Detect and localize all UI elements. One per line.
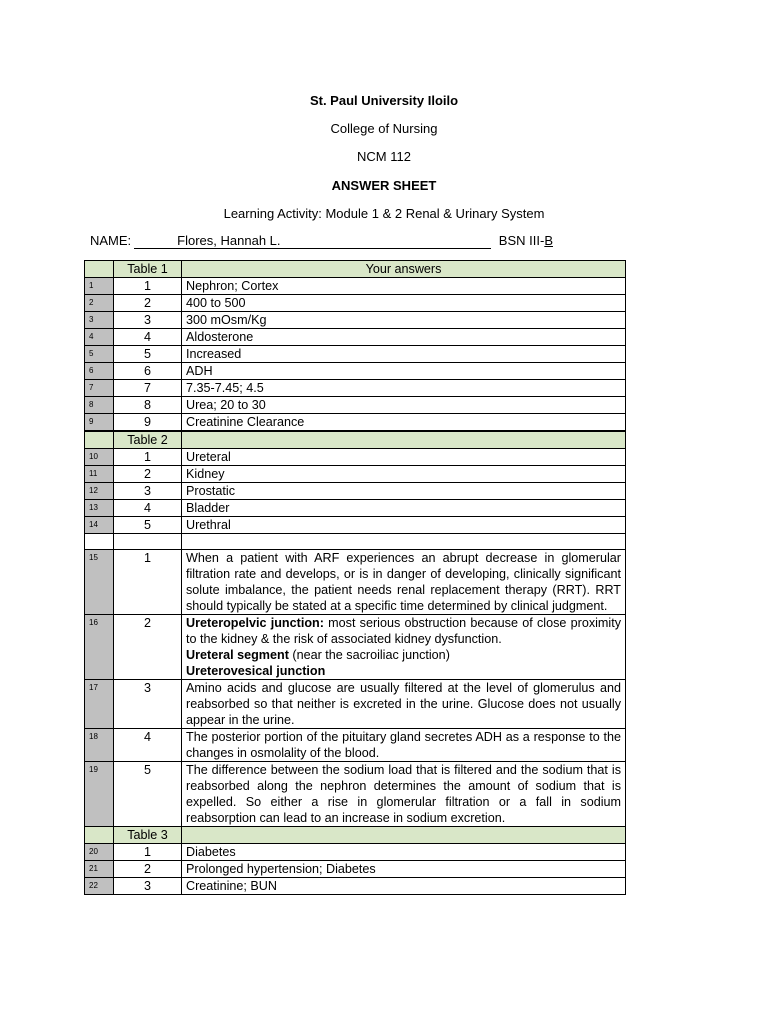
essay-row [85, 680, 626, 729]
item-number: 1 [114, 550, 182, 615]
item-number: 2 [114, 861, 182, 878]
answer-text: (near the sacroiliac junction) [288, 648, 450, 662]
row-number-cell [85, 261, 114, 278]
table-row [85, 295, 626, 312]
row-number: 9 [85, 414, 114, 432]
row-number: 16 [85, 615, 114, 680]
table-row [85, 861, 626, 878]
item-number: 4 [114, 500, 182, 517]
item-number: 9 [114, 414, 182, 432]
answer-cell: Urethral [182, 517, 626, 534]
answer-cell: Aldosterone [182, 329, 626, 346]
answer-cell: Kidney [182, 466, 626, 483]
table-row [85, 500, 626, 517]
row-number-cell [85, 827, 114, 844]
table-row [85, 517, 626, 534]
row-number: 21 [85, 861, 114, 878]
activity-title: Learning Activity: Module 1 & 2 Renal & Urinary System [223, 206, 545, 221]
answer-cell: 300 mOsm/Kg [182, 312, 626, 329]
answer-cell: 7.35-7.45; 4.5 [182, 380, 626, 397]
row-number-cell [85, 534, 114, 550]
item-number: 2 [114, 466, 182, 483]
answers-header: Your answers [182, 261, 626, 278]
table-row [85, 312, 626, 329]
table-row [85, 466, 626, 483]
essay-row [85, 615, 626, 680]
answer-cell: Urea; 20 to 30 [182, 397, 626, 414]
row-number: 8 [85, 397, 114, 414]
answer-cell: Creatinine Clearance [182, 414, 626, 432]
row-number: 13 [85, 500, 114, 517]
table-row [85, 397, 626, 414]
answer-cell [182, 615, 626, 680]
answer-cell: When a patient with ARF experiences an abrupt decrease in glomerular filtration rate and develops, or is in danger of developing, clinically significant solute imbalance, the patient needs renal replacement therapy (RRT). RRT should typically be stated at a specific time determined by clinical judgment. [182, 550, 626, 615]
table-row [85, 878, 626, 895]
answer-cell: Bladder [182, 500, 626, 517]
item-number: 3 [114, 680, 182, 729]
section-blank-cell [182, 827, 626, 844]
row-number: 22 [85, 878, 114, 895]
table-row [85, 363, 626, 380]
item-number: 1 [114, 844, 182, 861]
table1-label: Table 1 [114, 261, 182, 278]
row-number: 1 [85, 278, 114, 295]
student-info [90, 233, 690, 249]
answer-bold-term: Ureteropelvic junction: [186, 616, 324, 630]
row-number: 3 [85, 312, 114, 329]
item-number: 4 [114, 729, 182, 762]
answer-cell: Amino acids and glucose are usually filtered at the level of glomerulus and reabsorbed so that neither is excreted in the urine. Glucose does not usually appear in the urine. [182, 680, 626, 729]
answer-bold-term: Ureterovesical junction [186, 664, 326, 678]
table3-header-row [85, 827, 626, 844]
item-number: 5 [114, 517, 182, 534]
item-number: 2 [114, 615, 182, 680]
table3-header-label: Table 3 [114, 827, 182, 844]
row-number: 11 [85, 466, 114, 483]
table2-header-row [85, 431, 626, 449]
answer-cell: Prostatic [182, 483, 626, 500]
item-number: 1 [114, 278, 182, 295]
row-number-cell [85, 431, 114, 449]
answer-cell: Creatinine; BUN [182, 878, 626, 895]
row-number: 6 [85, 363, 114, 380]
item-number: 3 [114, 483, 182, 500]
table-row [85, 483, 626, 500]
empty-row [85, 534, 626, 550]
table-row [85, 329, 626, 346]
answer-cell: Ureteral [182, 449, 626, 466]
table-row [85, 449, 626, 466]
item-number: 4 [114, 329, 182, 346]
sheet-title: ANSWER SHEET [331, 178, 437, 193]
item-number: 3 [114, 312, 182, 329]
item-number: 5 [114, 762, 182, 827]
answer-cell: Diabetes [182, 844, 626, 861]
essay-row [85, 550, 626, 615]
table-row [85, 844, 626, 861]
section-blank-cell [182, 431, 626, 449]
item-number: 1 [114, 449, 182, 466]
essay-row [85, 762, 626, 827]
answer-bold-term: Ureteral segment [186, 648, 289, 662]
answer-cell: Nephron; Cortex [182, 278, 626, 295]
item-number: 6 [114, 363, 182, 380]
item-number: 5 [114, 346, 182, 363]
table-row [85, 346, 626, 363]
row-number: 18 [85, 729, 114, 762]
row-number: 19 [85, 762, 114, 827]
answer-cell: Prolonged hypertension; Diabetes [182, 861, 626, 878]
college-name: College of Nursing [330, 121, 438, 136]
row-number: 4 [85, 329, 114, 346]
row-number: 2 [85, 295, 114, 312]
table-row [85, 278, 626, 295]
answer-text: most serious obstruction because of close proximity to the kidney & the risk of associated kidney dysfunction. [186, 616, 621, 646]
row-number: 17 [85, 680, 114, 729]
table1-header-row [85, 261, 626, 278]
row-number: 7 [85, 380, 114, 397]
row-number: 15 [85, 550, 114, 615]
answer-cell [182, 534, 626, 550]
section-label: BSN III- [498, 233, 545, 248]
section-value: B [544, 233, 553, 248]
essay-row [85, 729, 626, 762]
row-number: 12 [85, 483, 114, 500]
row-number: 5 [85, 346, 114, 363]
answer-cell: The difference between the sodium load that is filtered and the sodium that is reabsorbed along the nephron determines the amount of sodium that is expelled. So either a rise in glomerular filtration or a fall in sodium reabsorption can lead to an increase in sodium excretion. [182, 762, 626, 827]
answer-cell: Increased [182, 346, 626, 363]
item-number-cell [114, 534, 182, 550]
name-field: Flores, Hannah L. [134, 233, 491, 249]
name-label: NAME: [90, 233, 132, 248]
row-number: 10 [85, 449, 114, 466]
answer-cell: ADH [182, 363, 626, 380]
answer-cell: The posterior portion of the pituitary gland secretes ADH as a response to the changes in osmolality of the blood. [182, 729, 626, 762]
table2-header-label: Table 2 [114, 431, 182, 449]
table-row [85, 414, 626, 432]
table-row [85, 380, 626, 397]
course-code: NCM 112 [357, 149, 411, 164]
answer-cell: 400 to 500 [182, 295, 626, 312]
row-number: 20 [85, 844, 114, 861]
answer-table [84, 260, 626, 895]
item-number: 2 [114, 295, 182, 312]
item-number: 7 [114, 380, 182, 397]
university-name: St. Paul University Iloilo [309, 93, 459, 108]
row-number: 14 [85, 517, 114, 534]
item-number: 8 [114, 397, 182, 414]
item-number: 3 [114, 878, 182, 895]
